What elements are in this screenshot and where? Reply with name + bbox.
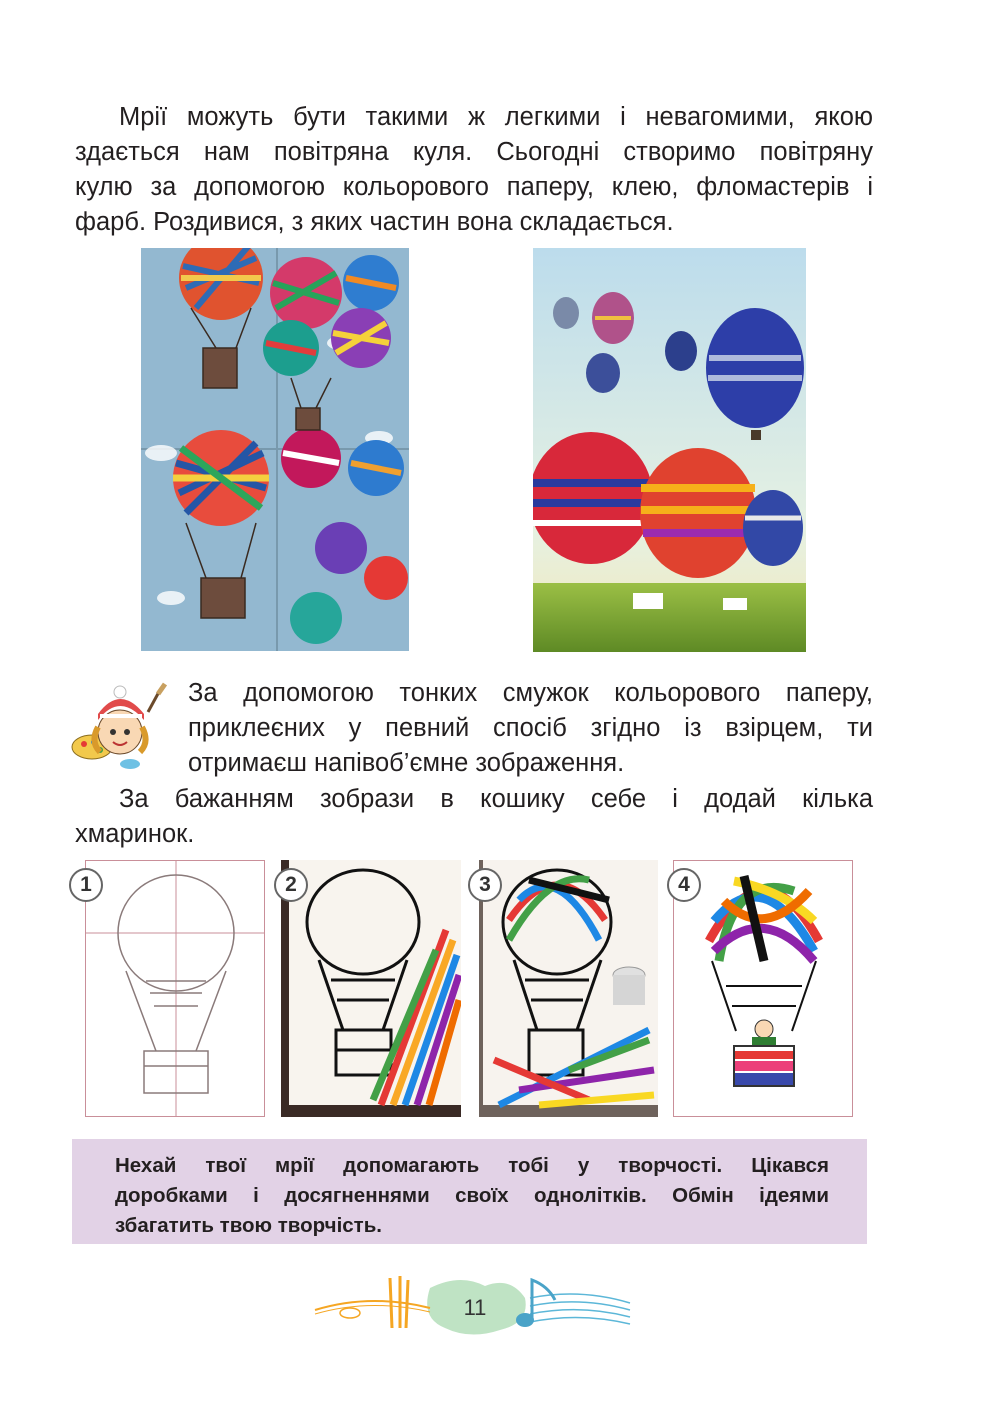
tip-line: отримаєш напівоб’ємне зображення.: [188, 749, 625, 777]
wish-paragraph: [75, 782, 873, 852]
step-1-sketch: [85, 860, 265, 1117]
tip-line: приклеєних у певний спосіб згідно із взірцем, ти: [188, 714, 873, 742]
step-number-badge: 3: [468, 868, 502, 902]
step-number-badge: 2: [274, 868, 308, 902]
hot-air-balloons-photo: [533, 248, 806, 652]
step-4-finished: [673, 860, 853, 1117]
intro-line: Мрії можуть бути такими ж легкими і невагомими, якою: [119, 103, 873, 131]
wish-line: хмаринок.: [75, 820, 195, 848]
note-line: Нехай твої мрії допомагають тобі у творчості. Цікався: [115, 1154, 829, 1177]
step-3-gluing: [479, 860, 658, 1117]
paper-balloons-photo: [141, 248, 409, 651]
step-number-badge: 4: [667, 868, 701, 902]
note-line: доробками і досягненнями своїх однолітків. Обмін ідеями: [115, 1184, 829, 1207]
note-box: [72, 1139, 867, 1244]
intro-line: фарб. Роздивися, з яких частин вона складається.: [75, 208, 674, 236]
step-number-badge: 1: [69, 868, 103, 902]
artist-girl-mascot: [70, 682, 175, 772]
intro-paragraph: [75, 100, 873, 240]
note-text: [115, 1151, 829, 1241]
intro-line: здається нам повітряна куля. Сьогодні створимо повітряну: [75, 138, 873, 166]
wish-line: За бажанням зобрази в кошику себе і додай кілька: [119, 785, 873, 813]
intro-line: кулю за допомогою кольорового паперу, клею, фломастерів і: [75, 173, 873, 201]
step-2-outline: [281, 860, 461, 1117]
note-line: збагатить твою творчість.: [115, 1214, 383, 1237]
page-number: 11: [463, 1295, 487, 1320]
tip-line: За допомогою тонких смужок кольорового паперу,: [188, 679, 873, 707]
tip-paragraph: [188, 676, 873, 781]
